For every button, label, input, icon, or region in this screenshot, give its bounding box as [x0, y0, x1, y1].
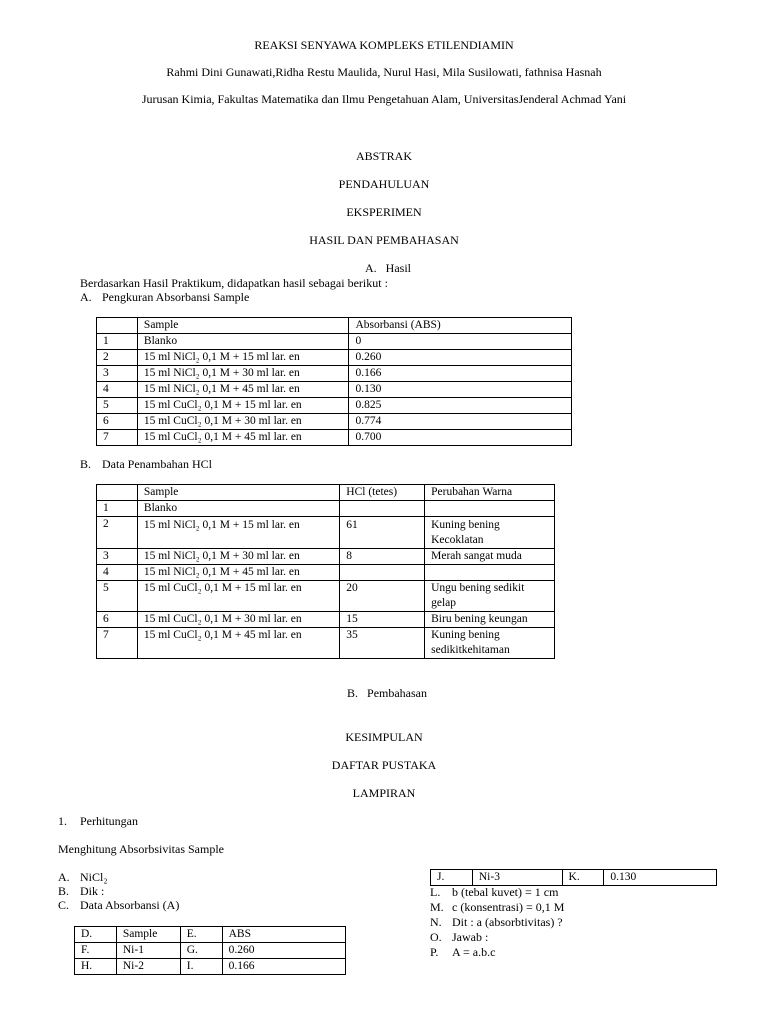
sample-cell: Blanko: [137, 501, 339, 517]
table-cell: K.: [562, 870, 604, 886]
row-number: 4: [97, 382, 138, 398]
list-label: B.: [58, 884, 70, 898]
row-number: 2: [97, 517, 138, 549]
subheading-a-marker: A.: [80, 290, 92, 304]
table-header-cell: [97, 318, 138, 334]
affiliation: Jurusan Kimia, Fakultas Matematika dan Ilmu Pengetahuan Alam, UniversitasJenderal Achmad Yani: [141, 92, 627, 106]
list-item: [430, 930, 488, 945]
table-header-cell: [97, 485, 138, 501]
sample-cell: 15 ml NiCl₂ 0,1 M + 15 ml lar. en: [137, 350, 349, 366]
table-header-cell: HCl (tetes): [340, 485, 425, 501]
list-text: b (tebal kuvet) = 1 cm: [452, 885, 559, 899]
table-cell: 0.260: [222, 943, 345, 959]
table-row: [97, 581, 555, 612]
row-number: 3: [97, 366, 138, 382]
table-row: [97, 382, 572, 398]
color-cell: [425, 581, 555, 612]
table-row: [97, 549, 555, 565]
table-row: [97, 501, 555, 517]
abs-cell: 0.700: [349, 430, 572, 446]
list-text: Dik :: [80, 884, 105, 898]
table-row: [97, 612, 555, 628]
list-item: [58, 870, 108, 885]
color-cell: [425, 612, 555, 628]
heading-lampiran: LAMPIRAN: [352, 786, 416, 800]
sample-cell: 15 ml CuCl₂ 0,1 M + 45 ml lar. en: [137, 628, 339, 659]
table-cell: J.: [431, 870, 473, 886]
heading-hasil: [365, 261, 411, 276]
color-line: gelap: [431, 597, 457, 609]
row-number: 4: [97, 565, 138, 581]
table-cell: Ni-3: [472, 870, 562, 886]
hcl-cell: 20: [340, 581, 425, 612]
list-label: C.: [58, 898, 70, 912]
heading-eksperimen: EKSPERIMEN: [346, 205, 422, 219]
table-cell: 0.130: [604, 870, 717, 886]
lampiran-subtitle: Menghitung Absorbsivitas Sample: [58, 842, 224, 856]
table-cell: Ni-2: [116, 959, 180, 975]
color-cell: [425, 565, 555, 581]
list-label: M.: [430, 900, 444, 914]
hcl-cell: 15: [340, 612, 425, 628]
hcl-cell: 8: [340, 549, 425, 565]
table-cell: ABS: [222, 927, 345, 943]
list-label: P.: [430, 945, 439, 959]
list-item: [430, 915, 563, 930]
list-item: [58, 898, 179, 913]
color-line: sedikitkehitaman: [431, 644, 510, 656]
abs-cell: 0.260: [349, 350, 572, 366]
sample-cell: 15 ml CuCl₂ 0,1 M + 30 ml lar. en: [137, 414, 349, 430]
sample-cell: 15 ml NiCl₂ 0,1 M + 30 ml lar. en: [137, 366, 349, 382]
subheading-b-text: Data Penambahan HCl: [102, 457, 212, 471]
list-text: A = a.b.c: [452, 945, 496, 959]
table-row: [97, 414, 572, 430]
heading-pembahasan: [347, 686, 427, 701]
row-number: 7: [97, 430, 138, 446]
subheading-b: [80, 457, 212, 472]
list-text: Data Absorbansi (A): [80, 898, 180, 912]
sample-cell: 15 ml NiCl₂ 0,1 M + 45 ml lar. en: [137, 382, 349, 398]
list-text: NiCl₂: [80, 870, 108, 884]
row-number: 5: [97, 398, 138, 414]
color-line: Kecoklatan: [431, 534, 484, 546]
table-row: [97, 350, 572, 366]
list-item: [430, 885, 558, 900]
lampiran-item-1-text: Perhitungan: [80, 814, 138, 828]
abs-cell: 0.774: [349, 414, 572, 430]
list-text: Dit : a (absorbtivitas) ?: [452, 915, 563, 929]
sample-cell: 15 ml NiCl₂ 0,1 M + 45 ml lar. en: [137, 565, 339, 581]
table-row: [431, 870, 717, 886]
sample-cell: 15 ml NiCl₂ 0,1 M + 30 ml lar. en: [137, 549, 339, 565]
sample-cell: 15 ml CuCl₂ 0,1 M + 15 ml lar. en: [137, 398, 349, 414]
table-row: [97, 334, 572, 350]
heading-daftar-pustaka: DAFTAR PUSTAKA: [331, 758, 437, 772]
row-number: 2: [97, 350, 138, 366]
lampiran-item-1: [58, 814, 138, 829]
table-header-cell: Perubahan Warna: [425, 485, 555, 501]
sample-cell: 15 ml CuCl₂ 0,1 M + 30 ml lar. en: [137, 612, 339, 628]
hcl-cell: [340, 565, 425, 581]
table-cell: 0.166: [222, 959, 345, 975]
row-number: 1: [97, 501, 138, 517]
row-number: 3: [97, 549, 138, 565]
hcl-cell: 35: [340, 628, 425, 659]
table-row: [75, 927, 346, 943]
table-cell: Ni-1: [116, 943, 180, 959]
hcl-cell: [340, 501, 425, 517]
heading-abstrak: ABSTRAK: [355, 149, 412, 163]
subheading-a: [80, 290, 249, 305]
table-cell: H.: [75, 959, 117, 975]
table-header-row: [97, 485, 555, 501]
list-label: L.: [430, 885, 441, 899]
abs-cell: 0.825: [349, 398, 572, 414]
list-item: [58, 884, 104, 899]
row-number: 7: [97, 628, 138, 659]
authors: Rahmi Dini Gunawati,Ridha Restu Maulida, Nurul Hasi, Mila Susilowati, fathnisa Hasnah: [166, 65, 602, 79]
table-row: [97, 517, 555, 549]
subheading-a-text: Pengkuran Absorbansi Sample: [102, 290, 250, 304]
row-number: 5: [97, 581, 138, 612]
list-label: O.: [430, 930, 442, 944]
lampiran-small-table: [74, 926, 346, 975]
table-header-cell: Sample: [137, 318, 349, 334]
table-row: [97, 430, 572, 446]
list-text: Jawab :: [452, 930, 489, 944]
abs-cell: 0.130: [349, 382, 572, 398]
abs-cell: 0: [349, 334, 572, 350]
sample-cell: 15 ml NiCl₂ 0,1 M + 15 ml lar. en: [137, 517, 339, 549]
hcl-table: [96, 484, 555, 659]
intro-text: Berdasarkan Hasil Praktikum, didapatkan hasil sebagai berikut :: [80, 276, 388, 290]
heading-hasil-marker: A.: [365, 261, 377, 275]
color-line: Merah sangat muda: [431, 550, 522, 562]
lampiran-item-1-marker: 1.: [58, 814, 67, 828]
heading-hasil-pembahasan: HASIL DAN PEMBAHASAN: [309, 233, 459, 247]
table-cell: D.: [75, 927, 117, 943]
table-cell: Sample: [116, 927, 180, 943]
list-item: [430, 945, 495, 960]
table-row: [75, 959, 346, 975]
sample-cell: 15 ml CuCl₂ 0,1 M + 45 ml lar. en: [137, 430, 349, 446]
list-item: [430, 900, 564, 915]
color-line: Kuning bening: [431, 519, 500, 531]
color-cell: [425, 549, 555, 565]
subheading-b-marker: B.: [80, 457, 92, 471]
color-cell: [425, 517, 555, 549]
color-line: Kuning bening: [431, 629, 500, 641]
table-cell: E.: [180, 927, 222, 943]
heading-pendahuluan: PENDAHULUAN: [338, 177, 430, 191]
sample-cell: 15 ml CuCl₂ 0,1 M + 15 ml lar. en: [137, 581, 339, 612]
abs-cell: 0.166: [349, 366, 572, 382]
lampiran-right-table: [430, 869, 717, 886]
heading-pembahasan-text: Pembahasan: [367, 686, 427, 700]
color-line: Ungu bening sedikit: [431, 582, 525, 594]
table-row: [75, 943, 346, 959]
heading-hasil-text: Hasil: [385, 261, 412, 275]
heading-kesimpulan: KESIMPULAN: [345, 730, 423, 744]
table-row: [97, 628, 555, 659]
color-cell: [425, 501, 555, 517]
heading-pembahasan-marker: B.: [347, 686, 359, 700]
row-number: 6: [97, 414, 138, 430]
color-line: Biru bening keungan: [431, 613, 528, 625]
paper-title: REAKSI SENYAWA KOMPLEKS ETILENDIAMIN: [254, 38, 514, 52]
row-number: 6: [97, 612, 138, 628]
sample-cell: Blanko: [137, 334, 349, 350]
list-label: N.: [430, 915, 442, 929]
table-header-cell: Absorbansi (ABS): [349, 318, 572, 334]
list-text: c (konsentrasi) = 0,1 M: [452, 900, 565, 914]
absorbance-table: [96, 317, 572, 446]
table-cell: G.: [180, 943, 222, 959]
table-header-cell: Sample: [137, 485, 339, 501]
table-row: [97, 398, 572, 414]
table-header-row: [97, 318, 572, 334]
table-cell: I.: [180, 959, 222, 975]
table-row: [97, 366, 572, 382]
table-cell: F.: [75, 943, 117, 959]
list-label: A.: [58, 870, 70, 884]
table-row: [97, 565, 555, 581]
hcl-cell: 61: [340, 517, 425, 549]
row-number: 1: [97, 334, 138, 350]
color-cell: [425, 628, 555, 659]
